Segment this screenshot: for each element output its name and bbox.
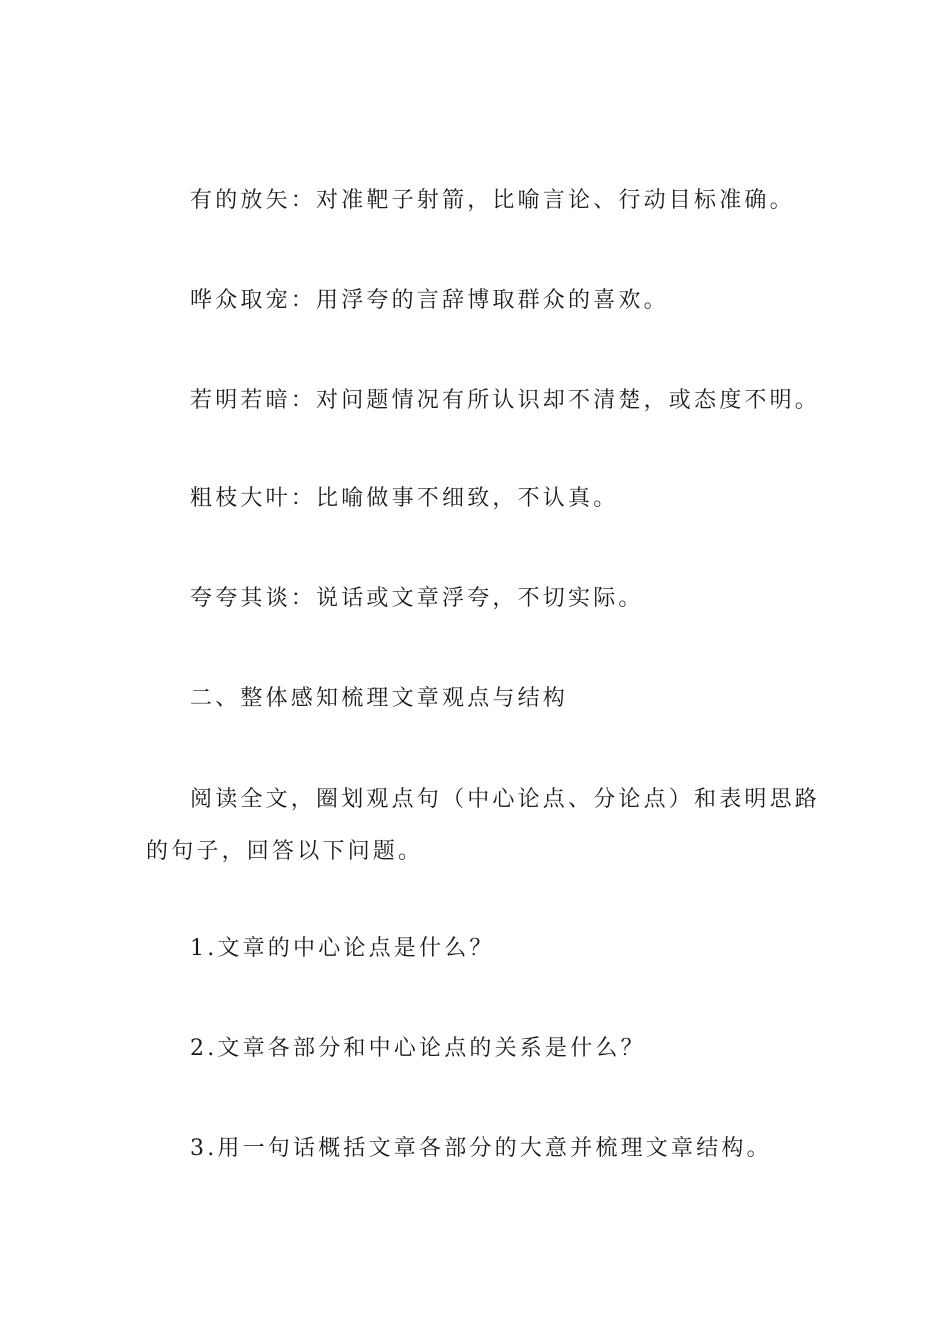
term-definition: 粗枝大叶：比喻做事不细致，不认真。 xyxy=(190,486,619,511)
instruction-paragraph: 阅读全文，圈划观点句（中心论点、分论点）和表明思路的句子，回答以下问题。 xyxy=(146,787,821,864)
section-heading: 二、整体感知梳理文章观点与结构 xyxy=(190,686,569,711)
term-definition: 有的放矢：对准靶子射箭，比喻言论、行动目标准确。 xyxy=(190,188,795,213)
question-item: 3.用一句话概括文章各部分的大意并梳理文章结构。 xyxy=(190,1136,772,1161)
term-definition: 夸夸其谈：说话或文章浮夸，不切实际。 xyxy=(190,586,644,611)
term-definition: 哗众取宠：用浮夸的言辞博取群众的喜欢。 xyxy=(190,288,669,313)
question-item: 2.文章各部分和中心论点的关系是什么？ xyxy=(190,1036,646,1061)
question-item: 1.文章的中心论点是什么？ xyxy=(190,936,495,961)
term-definition: 若明若暗：对问题情况有所认识却不清楚，或态度不明。 xyxy=(190,388,821,413)
